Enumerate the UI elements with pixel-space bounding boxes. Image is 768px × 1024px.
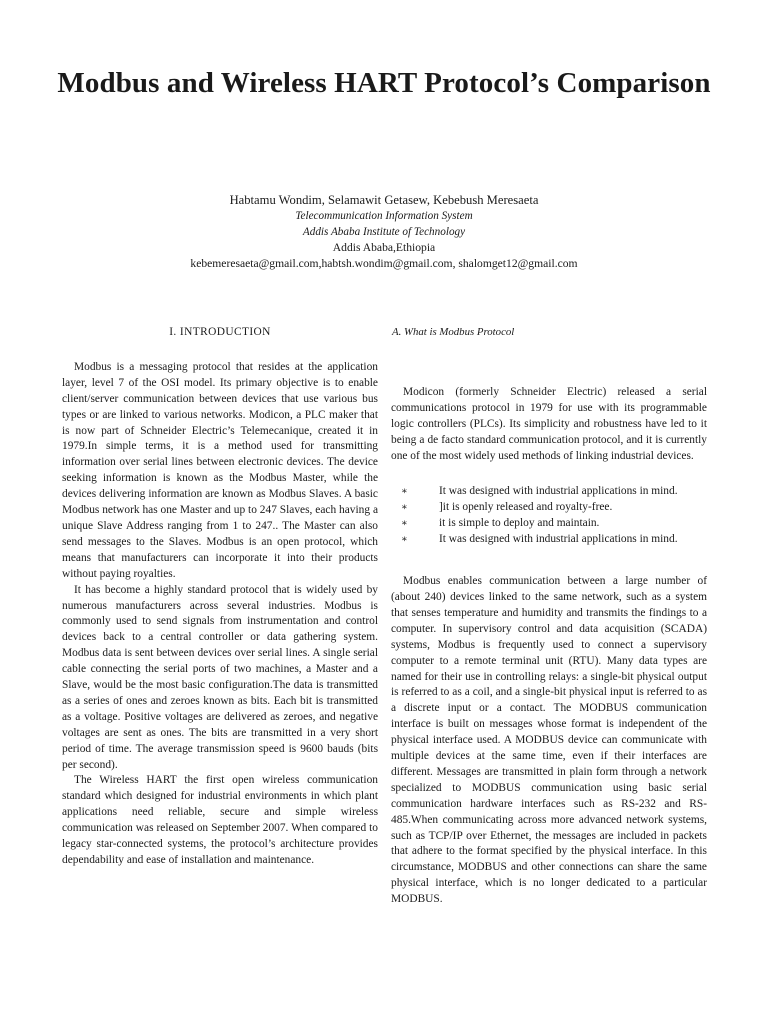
- intro-paragraph-2: It has become a highly standard protocol that is widely used by numerous manufacturers across several industries. Modbus is commonly used to send signals from instrumentation and control devices back to a central controller or data gathering system. Modbus data is sent between devices over serial lines. A single serial cable connecting the serial ports of two machines, a Master and a Slave, would be the most basic configuration.The data is transmitted as a series of ones and zeroes known as bits. Each bit is transmitted as a voltage. Positive voltages are delivered as zeroes, and negative voltages are sent as ones. The bits are transmitted in a very short period of time. The average transmission speed is 9600 bauds (bits per second).: [62, 583, 378, 771]
- intro-paragraph-1: Modbus is a messaging protocol that resides at the application layer, level 7 of the OSI model. Its primary objective is to enable client/server communication between devices that use various bus types or are linked to various networks. Modicon, a PLC maker that is now part of Schneider Electric’s Telemecanique, created it in 1979.In simple terms, it is a method used for transmitting information over serial lines between electronic devices. The device seeking information is known as the Modbus Master, while the devices delivering information are known as Modbus Slaves. A basic Modbus network has one Master and up to 247 Slaves, each having a unique Slave Address ranging from 1 to 247.. The Master can also send messages to the Slaves. Modbus is an open protocol, which means that manufacturers can incorporate it into their products without paying royalties.: [62, 360, 378, 580]
- author-institute: Addis Ababa Institute of Technology: [302, 226, 466, 238]
- list-item: ∗ ]it is openly released and royalty-free.: [391, 500, 707, 516]
- author-department: Telecommunication Information System: [295, 210, 473, 222]
- bullet-asterisk-icon: ∗: [401, 486, 408, 498]
- author-names: Habtamu Wondim, Selamawit Getasew, Kebebush Meresaeta: [229, 193, 539, 207]
- bullet-asterisk-icon: ∗: [401, 534, 408, 546]
- intro-paragraph-3: The Wireless HART the first open wireless communication standard which designed for industrial environments in which plant applications need reliable, secure and simple wireless communication was released on September 2007. When compared to legacy star-connected systems, the protocol’s architecture provides dependability and ease of installation and maintenance.: [62, 774, 378, 866]
- subsection-heading-modbus: A. What is Modbus Protocol: [392, 326, 515, 338]
- bullet-asterisk-icon: ∗: [401, 502, 408, 514]
- left-column: [62, 325, 378, 869]
- list-item: ∗ it is simple to deploy and maintain.: [391, 516, 707, 532]
- list-item: ∗ It was designed with industrial applications in mind.: [391, 532, 707, 548]
- section-heading-introduction: I. INTRODUCTION: [169, 326, 271, 338]
- modbus-paragraph-1: Modicon (formerly Schneider Electric) released a serial communications protocol in 1979 for use with its programmable logic controllers (PLCs). Its simplicity and robustness have led to it being a de facto standard communication protocol, and it is currently one of the most widely used methods of linking industrial devices.: [391, 385, 707, 462]
- author-emails: kebemeresaeta@gmail.com,habtsh.wondim@gmail.com, shalomget12@gmail.com: [190, 257, 578, 270]
- bullet-asterisk-icon: ∗: [401, 518, 408, 530]
- author-city: Addis Ababa,Ethiopia: [332, 241, 436, 254]
- modbus-paragraph-2: Modbus enables communication between a large number of (about 240) devices linked to the same network, such as a system that senses temperature and humidity and transmits the findings to a computer. In supervisory control and data acquisition (SCADA) systems, Modbus is frequently used to connect a supervisory computer to a remote terminal unit (RTU). Many data types are named for their use in controlling relays: a single-bit physical output is referred to as a coil, and a single-bit physical input is referred to as a discrete input or a contact. The MODBUS communication interface is built on messages whose format is independent of the physical interface used. A MODBUS device can communicate with multiple devices at the same time, even if their interfaces are different. Messages are transmitted in plain form through a network specialized to MODBUS communication using basic serial communication hardware interfaces such as RS-232 and RS-485.When communicating across more advanced network systems, such as TCP/IP over Ethernet, the messages are included in packets that adhere to the format specified by the physical interface. In this circumstance, MODBUS and other connections can share the same physical interface, which is no longer dedicated to a particular MODBUS.: [391, 575, 707, 906]
- right-column: [391, 325, 707, 908]
- feature-list: [391, 484, 707, 548]
- author-block: [0, 192, 768, 272]
- list-item: ∗ It was designed with industrial applications in mind.: [391, 484, 707, 500]
- paper-title: Modbus and Wireless HART Protocol’s Comparison: [57, 67, 711, 99]
